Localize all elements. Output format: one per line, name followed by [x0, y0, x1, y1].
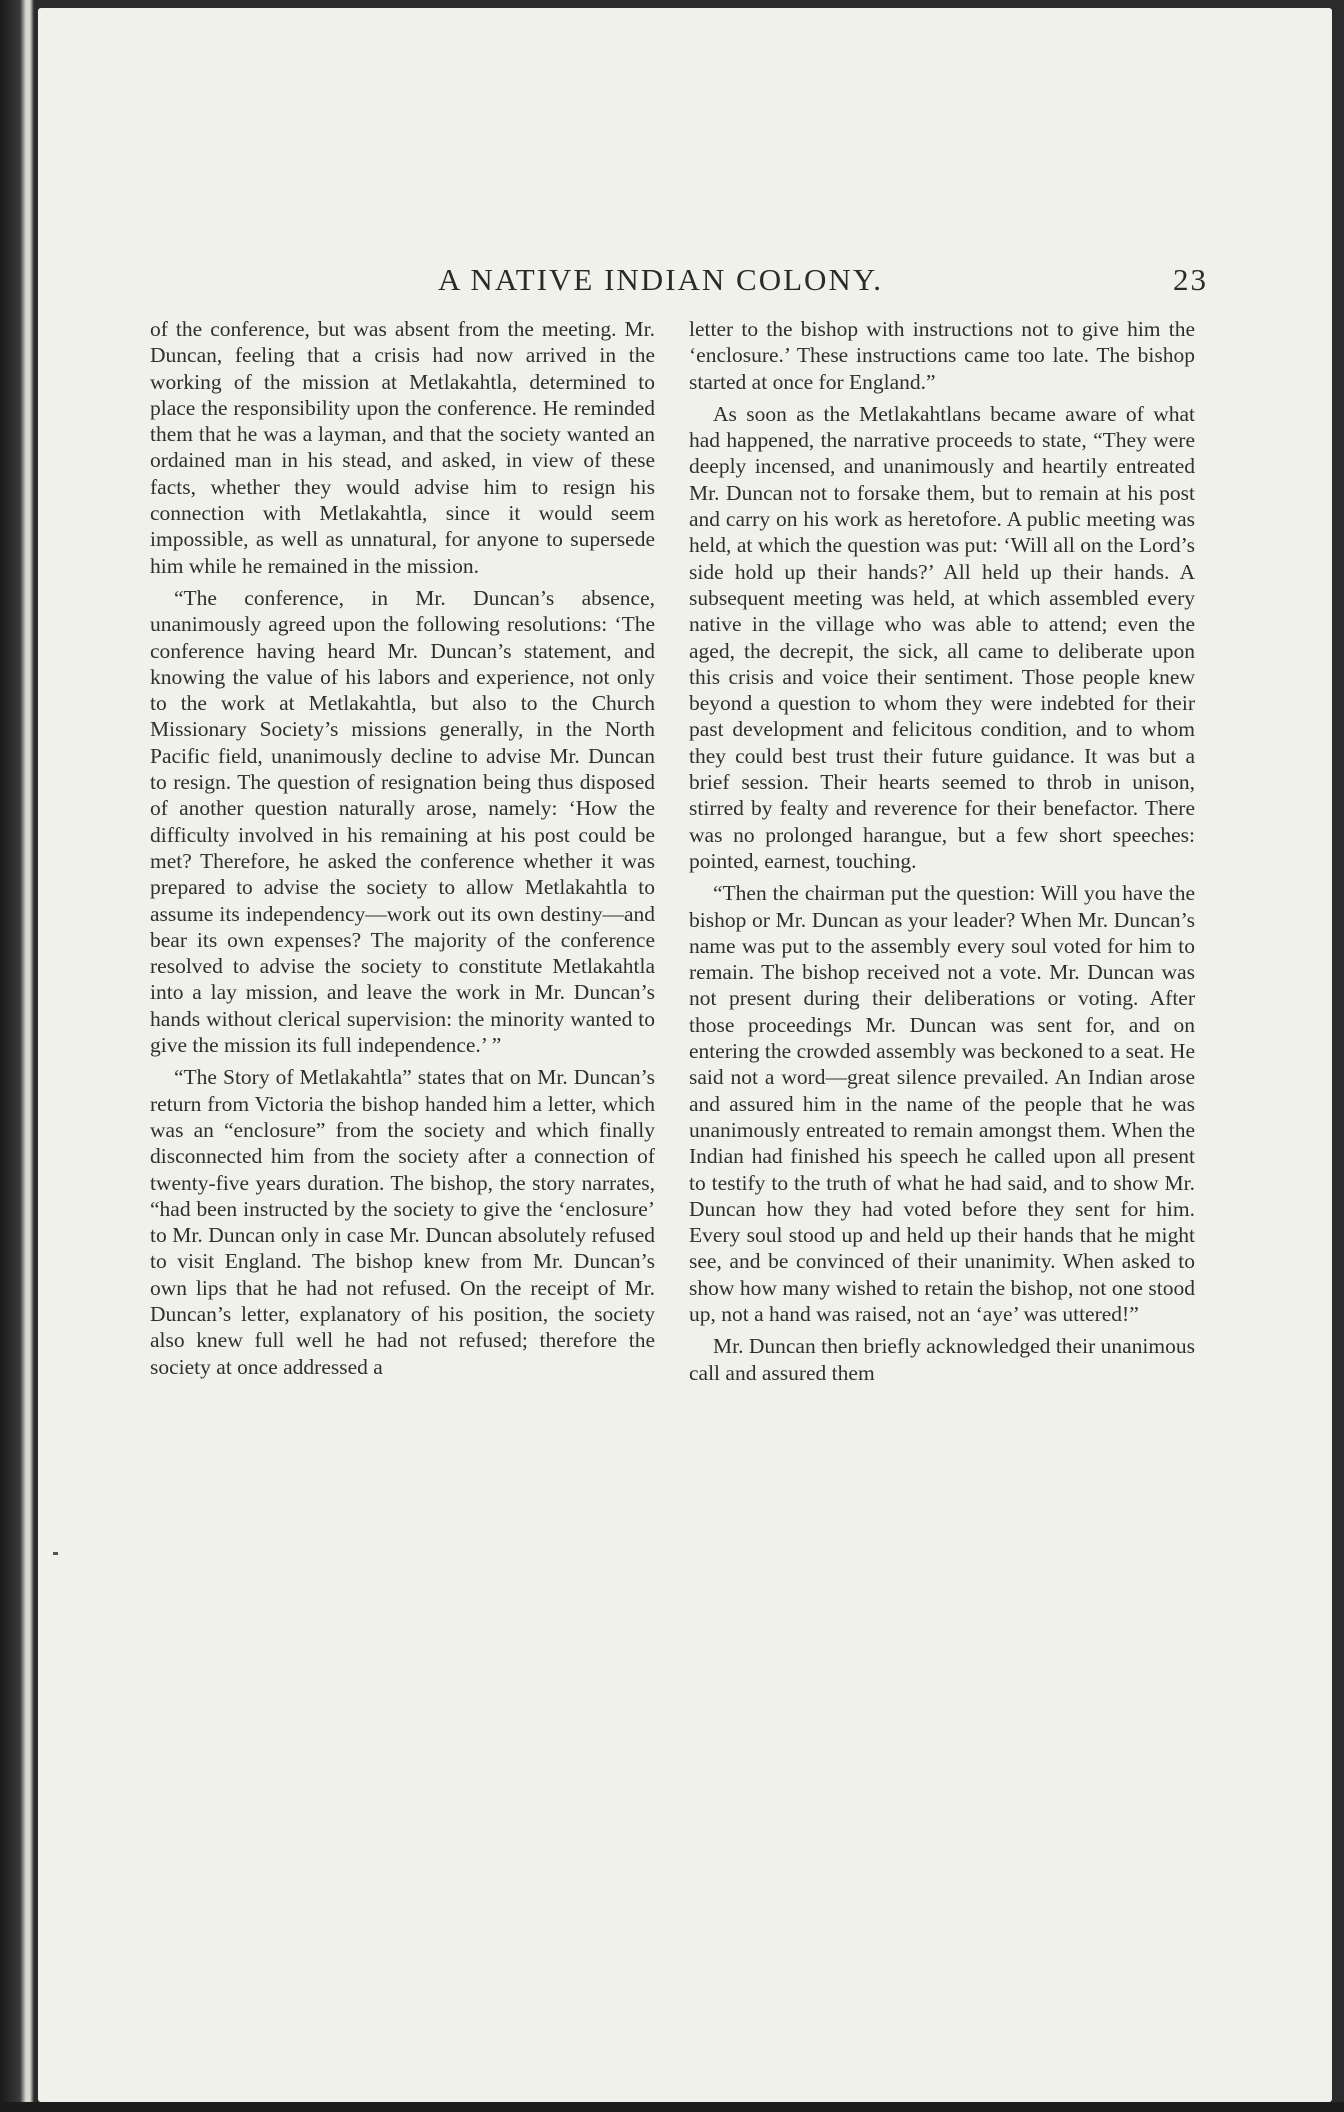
right-column	[689, 316, 1195, 1392]
paragraph: “Then the chairman put the question: Will you have the bishop or Mr. Duncan as your leader? When Mr. Duncan’s name was put to the assembly every soul voted for him to remain. The bishop received not a vote. Mr. Duncan was not present during their deliberations or voting. After those proceedings Mr. Duncan was sent for, and on entering the crowded assembly was beckoned to a seat. He said not a word—great silence prevailed. An Indian arose and assured him in the name of the people that he was unanimously entreated to remain amongst them. When the Indian had finished his speech he called upon all present to testify to the truth of what he had said, and to show Mr. Duncan how they had voted before they sent for him. Every soul stood up and held up their hands that he might see, and be convinced of their unanimity. When asked to show how many wished to retain the bishop, not one stood up, not a hand was raised, not an ‘aye’ was uttered!”	[689, 881, 1195, 1326]
paragraph: letter to the bishop with instructions not to give him the ‘enclosure.’ These instructions came too late. The bishop started at once for England.”	[689, 317, 1195, 394]
paragraph: Mr. Duncan then briefly acknowledged their unanimous call and assured them	[689, 1334, 1195, 1385]
paragraph: “The Story of Metlakahtla” states that on Mr. Duncan’s return from Victoria the bishop handed him a letter, which was an “enclosure” from the society and which finally disconnected him from the society after a connection of twenty-five years duration. The bishop, the story narrates, “had been instructed by the society to give the ‘enclosure’ to Mr. Duncan only in case Mr. Duncan absolutely refused to visit England. The bishop knew from Mr. Duncan’s own lips that he had not refused. On the receipt of Mr. Duncan’s letter, explanatory of his position, the society also knew full well he had not refused; therefore the society at once addressed a	[150, 1065, 655, 1379]
paragraph: of the conference, but was absent from the meeting. Mr. Duncan, feeling that a crisis had now arrived in the working of the mission at Metlakahtla, determined to place the responsibility upon the conference. He reminded them that he was a layman, and that the society wanted an ordained man in his stead, and asked, in view of these facts, whether they would advise him to resign his connection with Metlakahtla, since it would seem impossible, as well as unnatural, for anyone to supersede him while he remained in the mission.	[150, 317, 655, 578]
scan-bottom-edge	[0, 2102, 1344, 2112]
running-title: A NATIVE INDIAN COLONY.	[438, 262, 883, 297]
paragraph: As soon as the Metlakahtlans became aware of what had happened, the narrative proceeds to state, “They were deeply incensed, and unanimously and heartily entreated Mr. Duncan not to forsake them, but to remain at his post and carry on his work as heretofore. A public meeting was held, at which the question was put: ‘Will all on the Lord’s side hold up their hands?’ All held up their hands. A subsequent meeting was held, at which assembled every native in the village who was able to attend; even the aged, the decrepit, the sick, all came to deliberate upon this crisis and voice their sentiment. Those people knew beyond a question to whom they were indebted for their past development and felicitous condition, and to whom they could best trust their future guidance. It was but a brief session. Their hearts seemed to throb in unison, stirred by fealty and reverence for their benefactor. There was no prolonged harangue, but a few short speeches: pointed, earnest, touching.	[689, 401, 1195, 873]
book-page	[38, 8, 1332, 2102]
page-number: 23	[1173, 262, 1208, 297]
margin-mark	[53, 1552, 58, 1555]
scan-left-edge	[0, 0, 38, 2112]
paragraph: “The conference, in Mr. Duncan’s absence, unanimously agreed upon the following resolutions: ‘The conference having heard Mr. Duncan’s statement, and knowing the value of his labors and experience, not only to the work at Metlakahtla, but also to the Church Missionary Society’s missions generally, in the North Pacific field, unanimously decline to advise Mr. Duncan to resign. The question of resignation being thus disposed of another question naturally arose, namely: ‘How the difficulty involved in his remaining at his post could be met? Therefore, he asked the conference whether it was prepared to advise the society to allow Metlakahtla to assume its independency—work out its own destiny—and bear its own expenses? The majority of the conference resolved to advise the society to constitute Metlakahtla into a lay mission, and leave the work in Mr. Duncan’s hands without clerical supervision: the minority wanted to give the mission its full independence.’ ”	[150, 585, 655, 1058]
left-column	[150, 316, 655, 1386]
